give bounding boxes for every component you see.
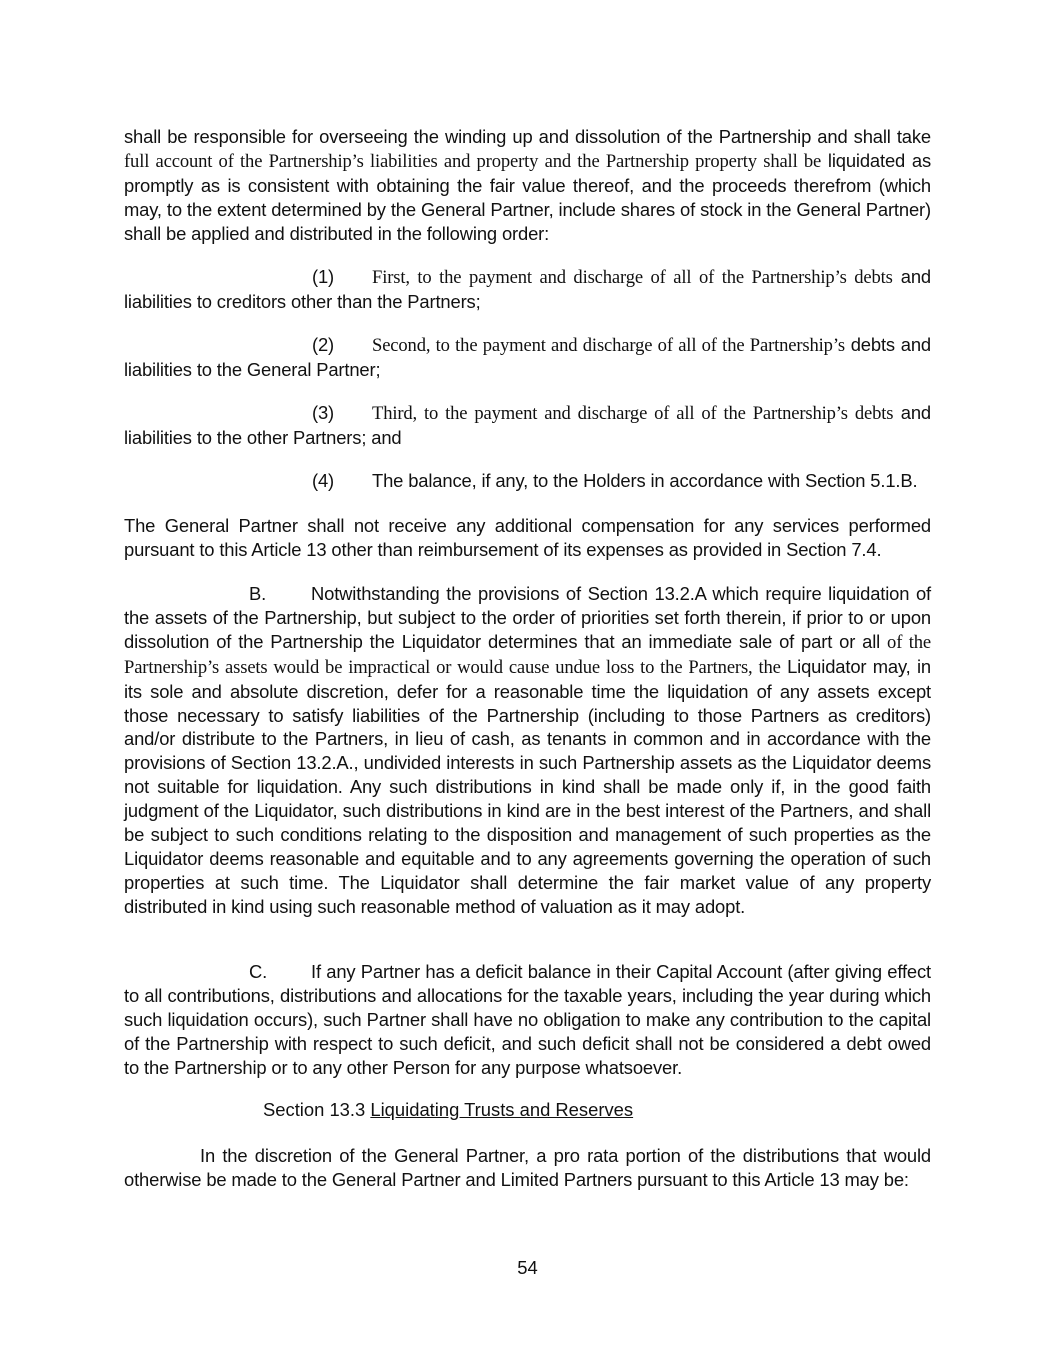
- list-item-text: and liabilities to creditors other than the Partners;: [124, 266, 932, 312]
- paragraph-letter: B.: [249, 583, 267, 604]
- list-item-number: (1): [312, 266, 335, 287]
- section-title: Liquidating Trusts and Reserves: [370, 1099, 634, 1120]
- paragraph-line-serif: full account of the Partnership’s liabilities and property and the Partnership property shall be: [124, 150, 822, 172]
- list-item-3: [124, 401, 931, 450]
- section-number: Section 13.3: [263, 1099, 371, 1120]
- paragraph-text: liquidated as promptly as is consistent with obtaining the fair value thereof, and the proceeds therefrom (which may, to the extent determined by the General Partner, include shares of stock in the General Partner) shall be applied and distributed in the following order:: [124, 149, 931, 244]
- paragraph-text: Liquidator may, in its sole and absolute discretion, defer for a reasonable time the liquidation of any assets except those necessary to satisfy liabilities of the Partnership (including to those Partners as creditors) and/or distribute to the Partners, in lieu of cash, as tenants in common and in accordance with the provisions of Section 13.2.A., undivided interests in such Partnership assets as the Liquidator deems not suitable for liquidation. Any such distributions in kind shall be made only if, in the good faith judgment of the Liquidator, such distributions in kind are in the best interest of the Partners, and shall be subject to such conditions relating to the disposition and management of such properties as the Liquidator deems reasonable and equitable and to any agreements governing the operation of such properties at such time. The Liquidator shall determine the fair market value of any property distributed in kind using such reasonable method of valuation as it may adopt.: [124, 655, 931, 917]
- list-item-lead: Third, to the payment and discharge of all of the Partnership’s debts: [372, 403, 894, 424]
- list-item-4: [124, 469, 931, 493]
- paragraph-compensation: The General Partner shall not receive any additional compensation for any services performed pursuant to this Article 13 other than reimbursement of its expenses as provided in Section 7.4.: [124, 515, 931, 560]
- paragraph-text: If any Partner has a deficit balance in their Capital Account (after giving effect to all contributions, distributions and allocations for the taxable years, including the year during which such liquidation occurs), such Partner shall have no obligation to make any contribution to the capital of the Partnership with respect to such deficit, and such deficit shall not be considered a debt owed to the Partnership or to any other Person for any purpose whatsoever.: [124, 961, 931, 1078]
- list-item-1: [124, 265, 931, 314]
- list-item-text: The balance, if any, to the Holders in accordance with Section 5.1.B.: [372, 470, 918, 491]
- list-item-lead: First, to the payment and discharge of all of the Partnership’s debts: [372, 267, 893, 288]
- list-item-text: debts and liabilities to the General Partner;: [124, 334, 931, 380]
- paragraph-line: shall be responsible for overseeing the winding up and dissolution of the Partnership and shall take: [124, 126, 931, 147]
- paragraph-liquidation-intro: [124, 125, 931, 246]
- list-item-number: (3): [312, 402, 335, 423]
- list-item-2: [124, 333, 931, 382]
- list-item-lead: Second, to the payment and discharge of all of the Partnership’s: [372, 335, 845, 356]
- page-number: 54: [517, 1257, 538, 1278]
- paragraph-line-serif: of the Partnership’s assets would be impractical or would cause undue loss to the Partners, the: [124, 631, 931, 678]
- list-item-text: and liabilities to the other Partners; and: [124, 402, 931, 448]
- paragraph-c: [124, 960, 931, 1080]
- list-item-number: (4): [312, 470, 335, 491]
- list-item-number: (2): [312, 334, 335, 355]
- paragraph-text: Notwithstanding the provisions of Section 13.2.A which require liquidation of the assets of the Partnership, but subject to the order of priorities set forth therein, if prior to or upon dissolution of the Partnership the Liquidator determines that an immediate sale of part or all: [124, 583, 931, 652]
- paragraph-liquidating-trusts: In the discretion of the General Partner, a pro rata portion of the distributions that would otherwise be made to the General Partner and Limited Partners pursuant to this Article 13 may be:: [124, 1145, 931, 1190]
- paragraph-letter: C.: [249, 961, 268, 982]
- section-heading: [263, 1098, 633, 1122]
- paragraph-b: [124, 582, 931, 919]
